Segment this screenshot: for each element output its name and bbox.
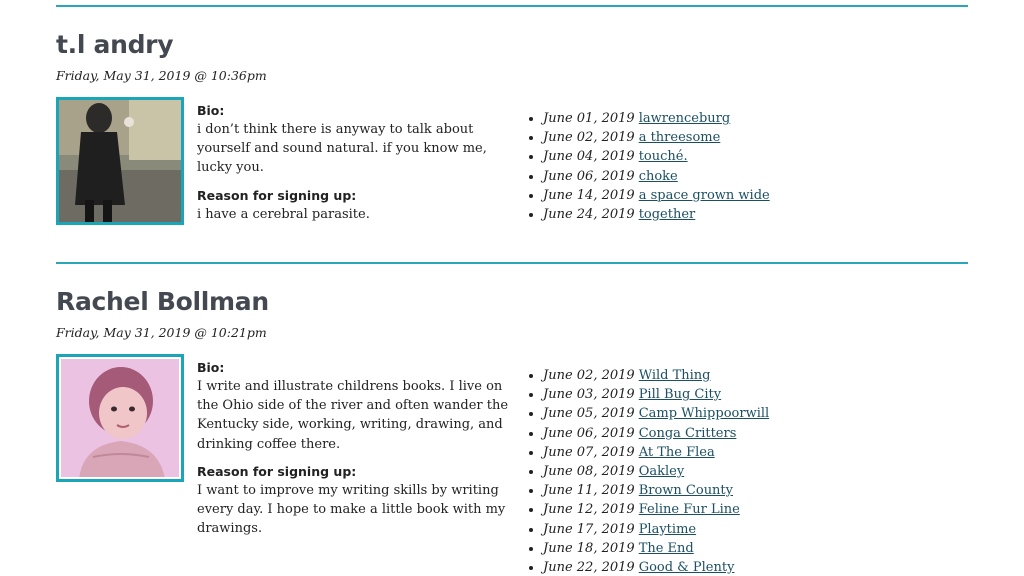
post-date: June 14, 2019 [543,187,635,203]
list-item [543,520,769,539]
list-item [543,481,769,500]
post-date: June 05, 2019 [543,406,635,422]
profile-info [197,102,512,233]
list-item [543,558,769,576]
profile-divider [56,262,968,264]
post-list [528,109,770,224]
post-link[interactable]: Conga Critters [638,425,737,441]
profile-photo [56,97,184,225]
list-item [543,462,769,481]
list-item [543,366,769,385]
post-link[interactable]: choke [638,168,678,184]
list-item [543,404,769,423]
list-item [543,109,770,128]
post-date: June 01, 2019 [543,111,635,126]
list-item [543,539,769,558]
post-link[interactable]: Camp Whippoorwill [638,406,770,422]
list-item [543,385,769,404]
bio-label: Bio: [197,103,225,118]
reason-label: Reason for signing up: [197,187,357,203]
list-item [543,128,770,147]
profile-name: t.l andry [56,30,174,59]
list-item [543,205,770,224]
post-link[interactable]: Brown County [638,483,734,499]
list-item [543,424,769,443]
profile-info [197,359,512,547]
bio-label: Bio: [197,360,225,375]
post-date: June 22, 2019 [543,560,635,576]
post-date: June 12, 2019 [543,502,635,518]
post-link[interactable]: Wild Thing [638,368,711,383]
post-date: June 06, 2019 [543,168,635,184]
post-link[interactable]: The End [638,540,694,556]
post-link[interactable]: touché. [638,149,688,165]
post-link[interactable]: Oakley [638,464,685,480]
post-link[interactable]: lawrenceburg [638,111,731,126]
post-date: June 18, 2019 [543,540,635,556]
list-item [543,147,770,166]
post-date: June 07, 2019 [543,444,635,460]
top-divider [56,5,968,7]
post-date: June 03, 2019 [543,387,635,403]
profile-photo-image [59,100,181,222]
bio-text: i don’t think there is anyway to talk about yourself and sound natural. if you know me, lucky you. [197,122,487,176]
list-item [543,167,770,186]
post-date: June 06, 2019 [543,425,635,441]
profile-name: Rachel Bollman [56,287,269,316]
post-date: June 17, 2019 [543,521,635,537]
post-link[interactable]: a threesome [638,130,721,146]
post-date: June 04, 2019 [543,149,635,165]
post-link[interactable]: together [638,207,696,223]
profile-date: Friday, May 31, 2019 @ 10:21pm [56,325,267,340]
post-date: June 24, 2019 [543,207,635,223]
post-link[interactable]: Playtime [638,521,697,537]
reason-text: i have a cerebral parasite. [197,206,370,222]
post-link[interactable]: At The Flea [638,444,715,460]
list-item [543,186,770,205]
post-date: June 08, 2019 [543,464,635,480]
post-link[interactable]: a space grown wide [638,187,770,203]
bio-text: I write and illustrate childrens books. I live on the Ohio side of the river and often wander the Kentucky side, working, writing, drawing, and drinking coffee there. [197,379,509,452]
list-item [543,443,769,462]
post-date: June 02, 2019 [543,368,635,383]
profile-date: Friday, May 31, 2019 @ 10:36pm [56,68,267,83]
post-list [528,366,769,576]
list-item [543,500,769,519]
post-link[interactable]: Good & Plenty [638,560,735,576]
post-date: June 02, 2019 [543,130,635,146]
post-link[interactable]: Feline Fur Line [638,502,740,518]
profile-photo [56,354,184,482]
reason-label: Reason for signing up: [197,463,357,479]
post-link[interactable]: Pill Bug City [638,387,722,403]
post-date: June 11, 2019 [543,483,635,499]
profile-photo-image [59,357,181,479]
reason-text: I want to improve my writing skills by writing every day. I hope to make a little book with my drawings. [197,482,506,537]
